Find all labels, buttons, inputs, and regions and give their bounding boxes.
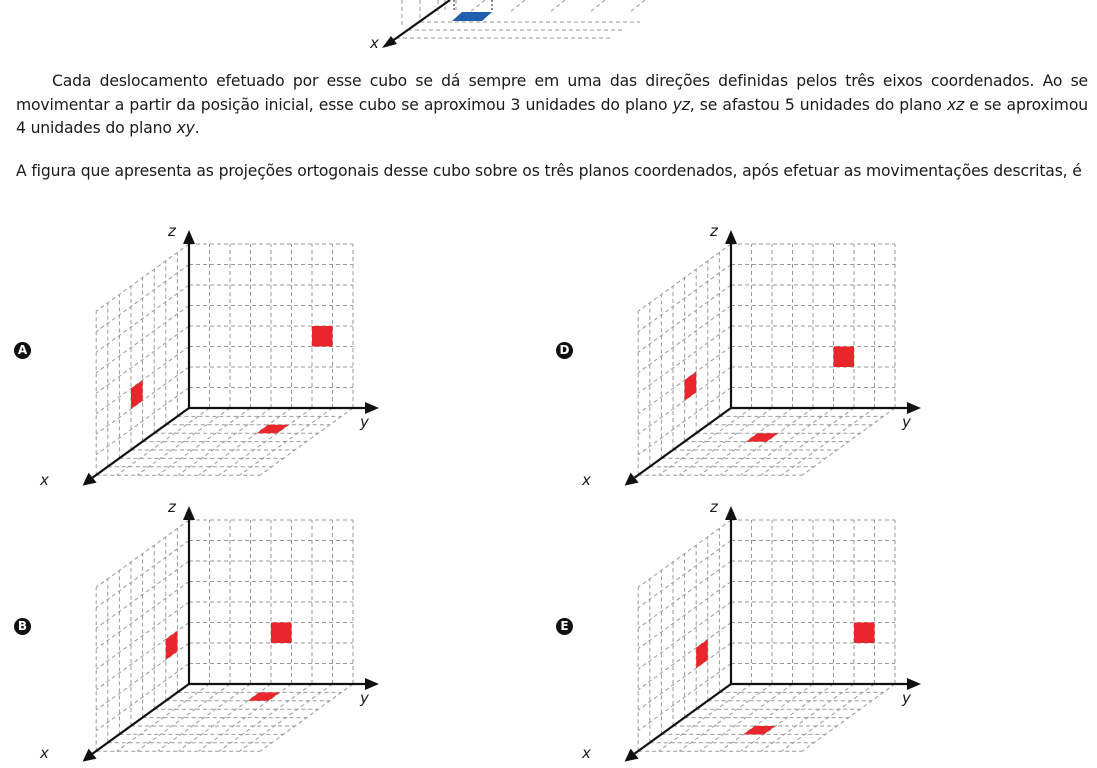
option-b[interactable] [14, 498, 394, 768]
option-b-badge: B [14, 618, 31, 635]
option-d-badge: D [556, 342, 573, 359]
z-axis-arrow [183, 230, 195, 244]
initial-position-figure [360, 0, 680, 60]
option-b-y-label: y [360, 689, 369, 707]
x-axis-arrow [83, 473, 97, 486]
z-axis-arrow [725, 506, 737, 520]
initial-position-svg [360, 0, 680, 60]
projection-yz-plane [834, 347, 855, 368]
xy-grid-line [782, 684, 875, 751]
xy-grid-line [802, 408, 895, 475]
projection-yz-plane [271, 623, 292, 644]
projection-xz-plane [685, 372, 697, 401]
z-axis-arrow [725, 230, 737, 244]
option-e-y-label: y [902, 689, 911, 707]
option-e-x-label: x [582, 744, 591, 762]
xy-grid-line [802, 684, 895, 751]
paragraph-question: A figura que apresenta as projeções ortogonais desse cubo sobre os três planos coordenados, após efetuar as movimentações descritas, é [16, 162, 1082, 180]
xy-grid-line [240, 408, 333, 475]
option-a-y-label: y [360, 413, 369, 431]
projection-xy-plane [743, 726, 775, 734]
top-x-label: x [370, 34, 379, 52]
projection-xz-plane [131, 380, 143, 409]
option-b-x-label: x [40, 744, 49, 762]
option-a-z-label: z [168, 222, 176, 240]
option-d-y-label: y [902, 413, 911, 431]
projection-xz-plane [696, 639, 708, 668]
x-axis-arrow [625, 473, 639, 486]
option-d[interactable] [556, 222, 936, 492]
paragraph-movement: Cada deslocamento efetuado por esse cubo se dá sempre em uma das direções definidas pelos três eixos coordenados. Ao se movimentar a partir da posição inicial, esse cubo se aproximou 3 unidades do plano yz, se afastou 5 unidades do plano xz e se aproximou 4 unidades do plano xy. [16, 72, 1088, 137]
xy-grid-line [782, 408, 875, 475]
projection-yz-plane [854, 623, 875, 644]
initial-cube-projection [452, 12, 492, 21]
option-a-badge: A [14, 342, 31, 359]
projection-xy-plane [257, 425, 289, 433]
option-d-x-label: x [582, 471, 591, 489]
option-e-figure [556, 498, 936, 768]
projection-xy-plane [248, 692, 280, 700]
option-a[interactable] [14, 222, 394, 492]
option-e[interactable] [556, 498, 936, 768]
x-axis-arrow [83, 749, 97, 762]
projection-xz-plane [166, 631, 178, 660]
option-a-x-label: x [40, 471, 49, 489]
option-e-z-label: z [710, 498, 718, 516]
xy-grid-line [240, 684, 333, 751]
option-b-z-label: z [168, 498, 176, 516]
option-d-figure [556, 222, 936, 492]
projection-xy-plane [746, 433, 778, 441]
x-axis-arrow [625, 749, 639, 762]
option-a-figure [14, 222, 394, 492]
xy-grid-line [260, 408, 353, 475]
z-axis-arrow [183, 506, 195, 520]
option-b-figure [14, 498, 394, 768]
option-d-z-label: z [710, 222, 718, 240]
option-e-badge: E [556, 618, 573, 635]
projection-yz-plane [312, 326, 333, 347]
